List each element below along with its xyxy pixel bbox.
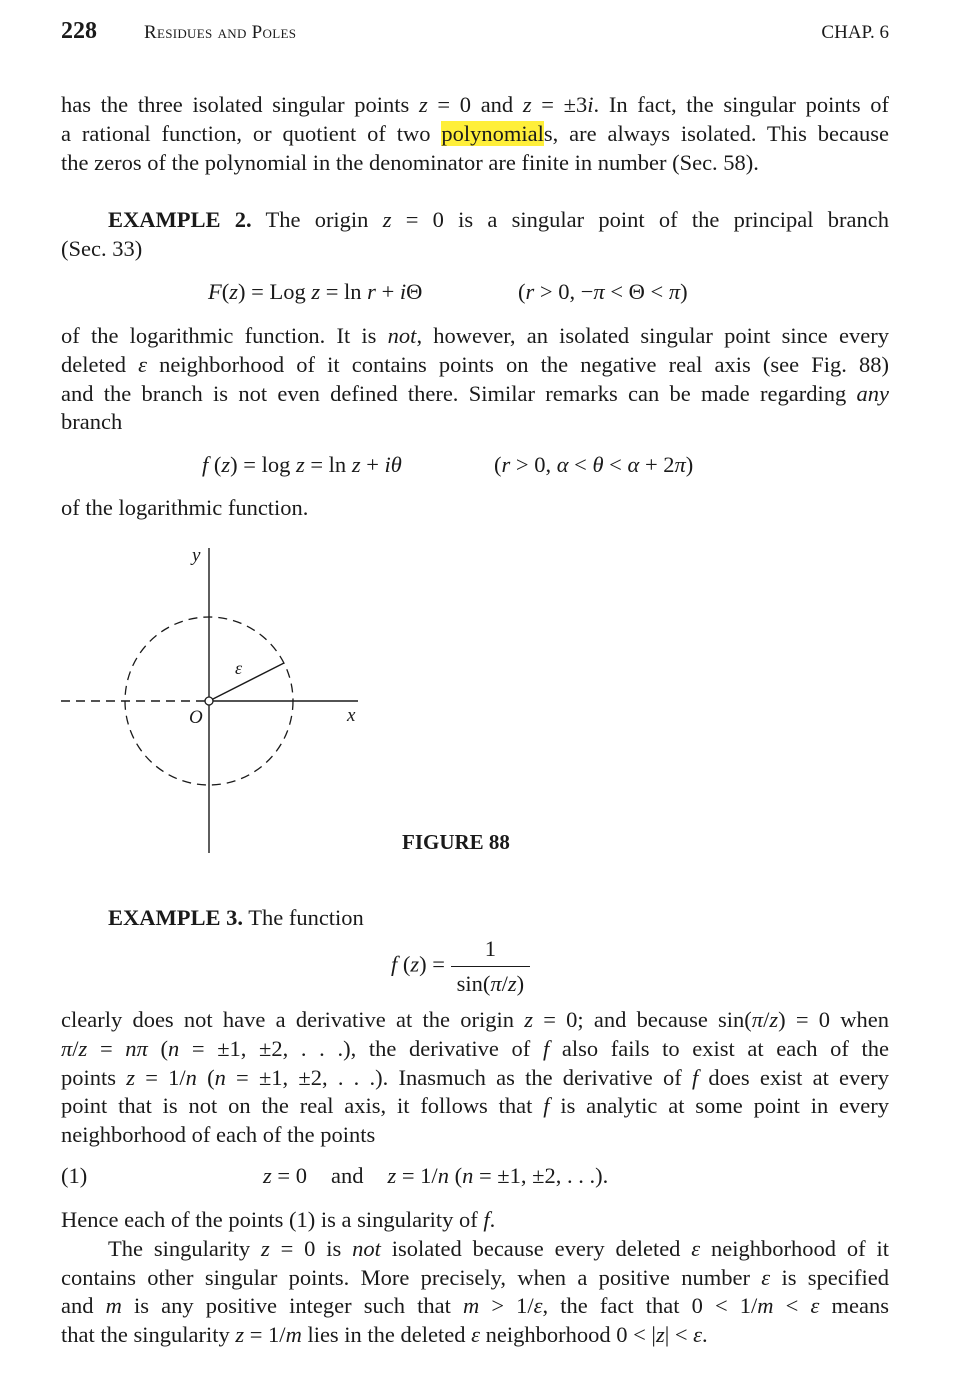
text-line: π/z = nπ (n = ±1, ±2, . . .), the derivative of f also fails to exist at each of the	[61, 1035, 889, 1061]
paragraph-not-isolated	[61, 322, 889, 437]
text-line: and the branch is not even defined there. Similar remarks can be made regarding any	[61, 380, 889, 406]
chapter-label: CHAP. 6	[821, 22, 889, 43]
figure-88-diagram	[61, 540, 381, 860]
text-line: branch	[61, 409, 123, 435]
epsilon-radius	[209, 663, 284, 701]
text-line: EXAMPLE 2. The origin z = 0 is a singular point of the principal branch	[108, 207, 889, 232]
origin-point	[205, 697, 213, 705]
text-line: clearly does not have a derivative at the origin z = 0; and because sin(π/z) = 0 when	[61, 1007, 889, 1032]
paragraph-singular-points	[61, 91, 889, 177]
equation-singular-points: z = 0 and z = 1/n (n = ±1, ±2, . . .).	[263, 1163, 609, 1188]
text-line: points z = 1/n (n = ±1, ±2, . . .). Inasmuch as the derivative of f does exist at every	[61, 1064, 889, 1090]
text-line: and m is any positive integer such that m > 1/ε, the fact that 0 < 1/m < ε means	[61, 1293, 889, 1319]
y-axis-label: y	[192, 545, 201, 566]
text-line: has the three isolated singular points z = 0 and z = ±3i. In fact, the singular points of	[61, 92, 889, 117]
x-axis-label: x	[347, 705, 356, 726]
text-line: deleted ε neighborhood of it contains points on the negative real axis (see Fig. 88)	[61, 351, 889, 377]
example-2-intro	[61, 206, 889, 264]
paragraph-log-function	[61, 494, 889, 523]
equation-reciprocal-sine: f (z) = $\frac{1}{\sin(\pi/z)}$	[391, 936, 530, 997]
text-line: contains other singular points. More precisely, when a positive number ε is specified	[61, 1264, 889, 1290]
book-page	[61, 0, 889, 1397]
example-3-intro	[61, 904, 889, 933]
paragraph-conclusion	[61, 1206, 889, 1350]
example-2-label: EXAMPLE 2.	[108, 207, 252, 232]
fraction	[451, 936, 531, 997]
fraction-denominator: sin(π/z)	[456, 971, 525, 996]
origin-label: O	[189, 707, 203, 728]
epsilon-label: ε	[235, 658, 243, 678]
example-3-label: EXAMPLE 3.	[108, 905, 243, 930]
text-line: EXAMPLE 3. The function	[108, 905, 364, 930]
text-line: Hence each of the points (1) is a singularity of f.	[61, 1207, 496, 1232]
running-head	[61, 18, 889, 48]
page-number: 228	[61, 18, 97, 44]
text-line: a rational function, or quotient of two polynomials, are always isolated. This because	[61, 120, 889, 146]
text-line: neighborhood of each of the points	[61, 1122, 376, 1148]
paragraph-derivative	[61, 1006, 889, 1150]
equation-principal-log-condition: (r > 0, −π < Θ < π)	[518, 279, 688, 304]
text-line: of the logarithmic function. It is not, however, an isolated singular point since every	[61, 323, 889, 348]
equation-number-1: (1)	[61, 1163, 88, 1188]
text-line: that the singularity z = 1/m lies in the deleted ε neighborhood 0 < |z| < ε.	[61, 1322, 708, 1348]
equation-any-branch-condition: (r > 0, α < θ < α + 2π)	[494, 452, 694, 477]
text-line: point that is not on the real axis, it follows that f is analytic at some point in every	[61, 1093, 889, 1119]
text-line: (Sec. 33)	[61, 235, 143, 261]
highlighted-word[interactable]: polynomial	[441, 120, 544, 146]
text-line: the zeros of the polynomial in the denominator are finite in number (Sec. 58).	[61, 149, 759, 175]
figure-caption: FIGURE 88	[402, 830, 510, 854]
text-line: of the logarithmic function.	[61, 495, 309, 520]
equation-any-branch: f (z) = log z = ln z + iθ	[202, 452, 402, 477]
running-title: Residues and Poles	[144, 22, 297, 43]
fraction-numerator: 1	[451, 936, 531, 967]
text-line: The singularity z = 0 is not isolated because every deleted ε neighborhood of it	[108, 1235, 889, 1261]
equation-principal-log: F(z) = Log z = ln r + iΘ	[208, 279, 423, 304]
